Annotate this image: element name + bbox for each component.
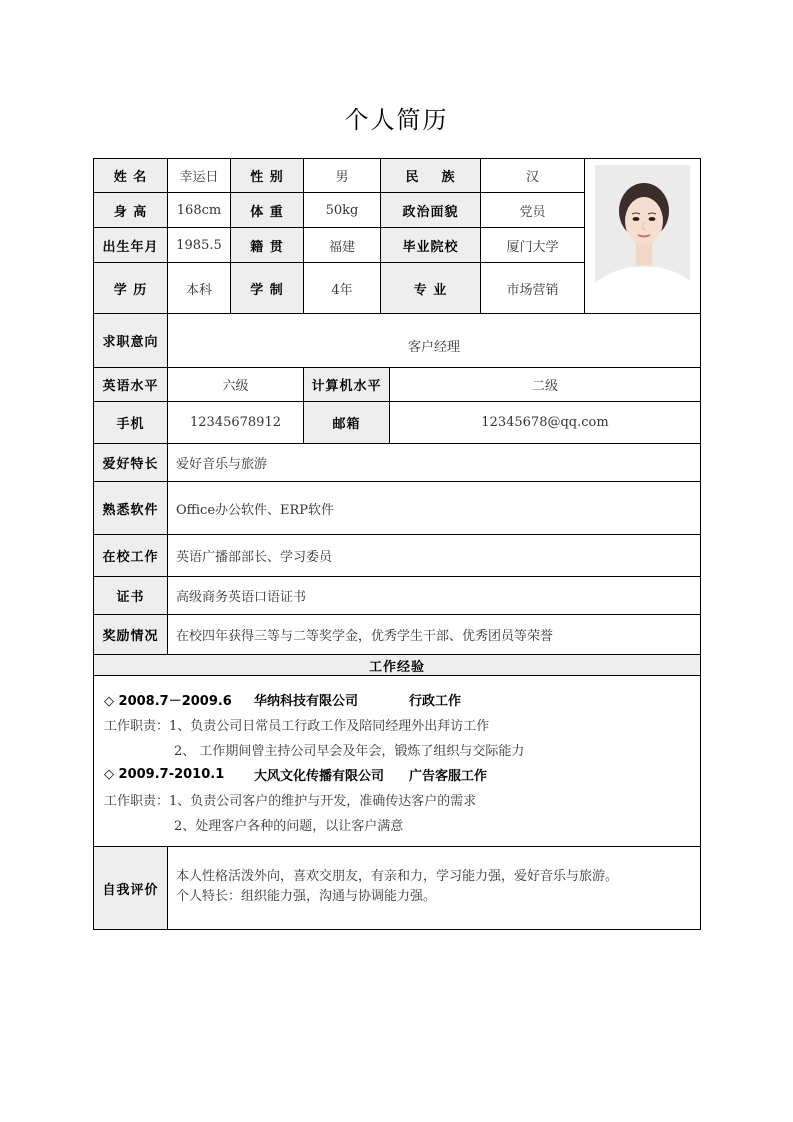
portrait-image <box>595 165 690 297</box>
resume-table <box>93 158 701 930</box>
profile-photo <box>595 165 690 297</box>
major-label: 专 业 <box>381 263 481 314</box>
self-evaluation-line: 个人特长：组织能力强，沟通与协调能力强。 <box>176 889 437 904</box>
school-work-label: 在校工作 <box>94 535 168 577</box>
job-duty: 2、 工作期间曾主持公司早会及年会，锻炼了组织与交际能力 <box>174 744 525 759</box>
job-period: ◇ 2008.7－2009.6 <box>104 694 232 709</box>
name-value: 幸运日 <box>168 159 231 193</box>
job-period: ◇ 2009.7-2010.1 <box>104 767 225 782</box>
self-evaluation-line: 本人性格活泼外向，喜欢交朋友，有亲和力，学习能力强，爱好音乐与旅游。 <box>176 869 619 884</box>
self-evaluation-value <box>168 847 700 929</box>
job-heading <box>104 762 690 787</box>
gender-label: 性 别 <box>231 159 304 193</box>
school-label: 毕业院校 <box>381 228 481 263</box>
phone-value: 12345678912 <box>168 402 304 444</box>
education-value: 本科 <box>168 263 231 314</box>
weight-label: 体 重 <box>231 193 304 228</box>
ethnic-label: 民 族 <box>381 159 481 193</box>
job-position: 广告客服工作 <box>409 769 488 784</box>
work-experience-block <box>94 676 700 847</box>
email-value: 12345678@qq.com <box>390 402 700 444</box>
job-position: 行政工作 <box>409 694 462 709</box>
study-system-label: 学 制 <box>231 263 304 314</box>
school-value: 厦门大学 <box>481 228 585 263</box>
job-company: 华纳科技有限公司 <box>254 694 359 709</box>
self-evaluation-label: 自我评价 <box>94 847 168 929</box>
computer-label: 计算机水平 <box>304 368 390 402</box>
political-value: 党员 <box>481 193 585 228</box>
height-label: 身 高 <box>94 193 168 228</box>
birth-value: 1985.5 <box>168 228 231 263</box>
education-label: 学 历 <box>94 263 168 314</box>
phone-label: 手机 <box>94 402 168 444</box>
computer-value: 二级 <box>390 368 700 402</box>
intent-label: 求职意向 <box>94 314 168 368</box>
awards-label: 奖励情况 <box>94 615 168 655</box>
page-title: 个人简历 <box>344 106 449 134</box>
awards-value: 在校四年获得三等与二等奖学金，优秀学生干部、优秀团员等荣誉 <box>168 615 700 655</box>
english-label: 英语水平 <box>94 368 168 402</box>
hobby-value: 爱好音乐与旅游 <box>168 444 700 482</box>
ethnic-value: 汉 <box>481 159 585 193</box>
email-label: 邮箱 <box>304 402 390 444</box>
software-value: Office办公软件、ERP软件 <box>168 482 700 535</box>
school-work-value: 英语广播部部长、学习委员 <box>168 535 700 577</box>
job-duty: 工作职责：1、负责公司客户的维护与开发，准确传达客户的需求 <box>104 794 477 809</box>
political-label: 政治面貌 <box>381 193 481 228</box>
work-experience-header: 工作经验 <box>94 655 700 676</box>
intent-value: 客户经理 <box>168 314 700 368</box>
job-company: 大风文化传播有限公司 <box>254 769 385 784</box>
job-duty: 2、处理客户各种的问题，以让客户满意 <box>174 819 404 834</box>
job-duty: 工作职责：1、负责公司日常员工行政工作及陪同经理外出拜访工作 <box>104 719 490 734</box>
native-value: 福建 <box>304 228 381 263</box>
certificate-value: 高级商务英语口语证书 <box>168 577 700 615</box>
study-system-value: 4年 <box>304 263 381 314</box>
native-label: 籍 贯 <box>231 228 304 263</box>
certificate-label: 证书 <box>94 577 168 615</box>
photo-cell <box>585 159 700 314</box>
major-value: 市场营销 <box>481 263 585 314</box>
software-label: 熟悉软件 <box>94 482 168 535</box>
height-value: 168cm <box>168 193 231 228</box>
english-value: 六级 <box>168 368 304 402</box>
name-label: 姓 名 <box>94 159 168 193</box>
hobby-label: 爱好特长 <box>94 444 168 482</box>
job-heading <box>104 687 690 712</box>
gender-value: 男 <box>304 159 381 193</box>
birth-label: 出生年月 <box>94 228 168 263</box>
weight-value: 50kg <box>304 193 381 228</box>
